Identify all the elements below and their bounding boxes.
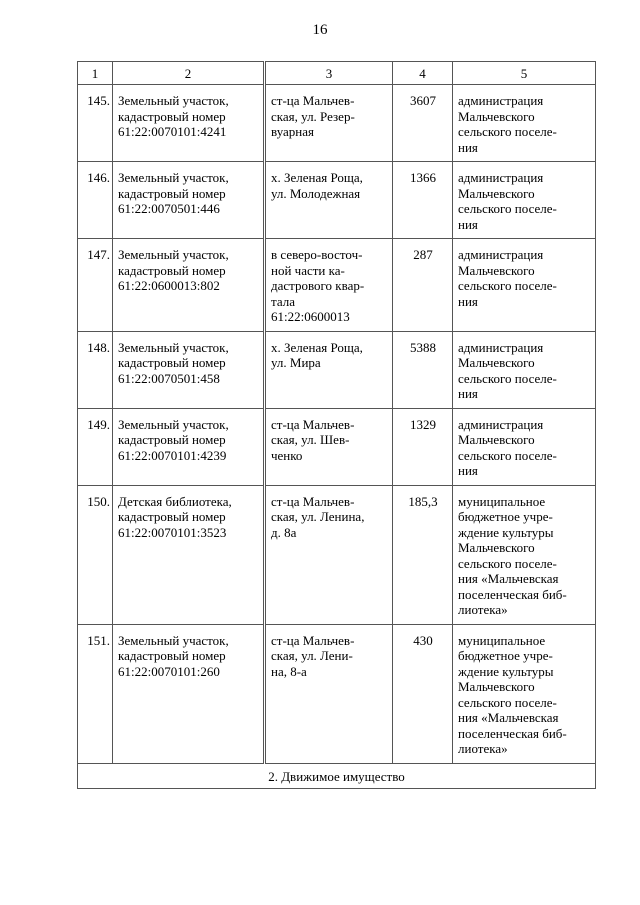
- row-number: 146.: [78, 162, 113, 239]
- object-name: Земельный участок, кадастровый номер 61:22:0070101:260: [113, 624, 265, 763]
- object-address: х. Зеленая Роща, ул. Мира: [265, 331, 393, 408]
- row-number: 150.: [78, 485, 113, 624]
- rights-holder: администрация Мальчевского сельского поселе- ния: [453, 331, 596, 408]
- object-address: ст-ца Мальчев- ская, ул. Шев- ченко: [265, 408, 393, 485]
- row-number: 151.: [78, 624, 113, 763]
- object-name: Земельный участок, кадастровый номер 61:22:0070501:446: [113, 162, 265, 239]
- column-header: 3: [265, 62, 393, 85]
- column-header: 5: [453, 62, 596, 85]
- rights-holder: администрация Мальчевского сельского поселе- ния: [453, 239, 596, 332]
- object-area: 430: [393, 624, 453, 763]
- object-address: х. Зеленая Роща, ул. Молодежная: [265, 162, 393, 239]
- object-area: 3607: [393, 85, 453, 162]
- object-area: 1329: [393, 408, 453, 485]
- object-address: ст-ца Мальчев- ская, ул. Резер- вуарная: [265, 85, 393, 162]
- row-number: 148.: [78, 331, 113, 408]
- table-row: [78, 408, 596, 485]
- table-row: [78, 162, 596, 239]
- object-name: Земельный участок, кадастровый номер 61:22:0600013:802: [113, 239, 265, 332]
- rights-holder: муниципальное бюджетное учре- ждение культуры Мальчевского сельского поселе- ния «Мальчевская поселенческая биб- лиотека»: [453, 624, 596, 763]
- column-header: 2: [113, 62, 265, 85]
- rights-holder: администрация Мальчевского сельского поселе- ния: [453, 408, 596, 485]
- table-header-row: [78, 62, 596, 85]
- table-row: [78, 239, 596, 332]
- object-area: 185,3: [393, 485, 453, 624]
- table-row: [78, 485, 596, 624]
- rights-holder: администрация Мальчевского сельского поселе- ния: [453, 85, 596, 162]
- rights-holder: администрация Мальчевского сельского поселе- ния: [453, 162, 596, 239]
- column-header: 1: [78, 62, 113, 85]
- rights-holder: муниципальное бюджетное учре- ждение культуры Мальчевского сельского поселе- ния «Мальчевская поселенческая биб- лиотека»: [453, 485, 596, 624]
- section-heading-row: [78, 763, 596, 789]
- object-address: ст-ца Мальчев- ская, ул. Ленина, д. 8а: [265, 485, 393, 624]
- column-header: 4: [393, 62, 453, 85]
- object-name: Детская библиотека, кадастровый номер 61:22:0070101:3523: [113, 485, 265, 624]
- object-area: 5388: [393, 331, 453, 408]
- table-row: [78, 85, 596, 162]
- object-area: 1366: [393, 162, 453, 239]
- page-number: 16: [312, 22, 328, 38]
- object-name: Земельный участок, кадастровый номер 61:22:0070501:458: [113, 331, 265, 408]
- object-area: 287: [393, 239, 453, 332]
- row-number: 147.: [78, 239, 113, 332]
- table-row: [78, 624, 596, 763]
- object-name: Земельный участок, кадастровый номер 61:22:0070101:4239: [113, 408, 265, 485]
- row-number: 149.: [78, 408, 113, 485]
- table-row: [78, 331, 596, 408]
- object-address: в северо-восточ- ной части ка- дастрового квар- тала 61:22:0600013: [265, 239, 393, 332]
- row-number: 145.: [78, 85, 113, 162]
- object-address: ст-ца Мальчев- ская, ул. Лени- на, 8-а: [265, 624, 393, 763]
- object-name: Земельный участок, кадастровый номер 61:22:0070101:4241: [113, 85, 265, 162]
- section-heading: 2. Движимое имущество: [78, 763, 596, 789]
- property-registry-table: [77, 61, 596, 789]
